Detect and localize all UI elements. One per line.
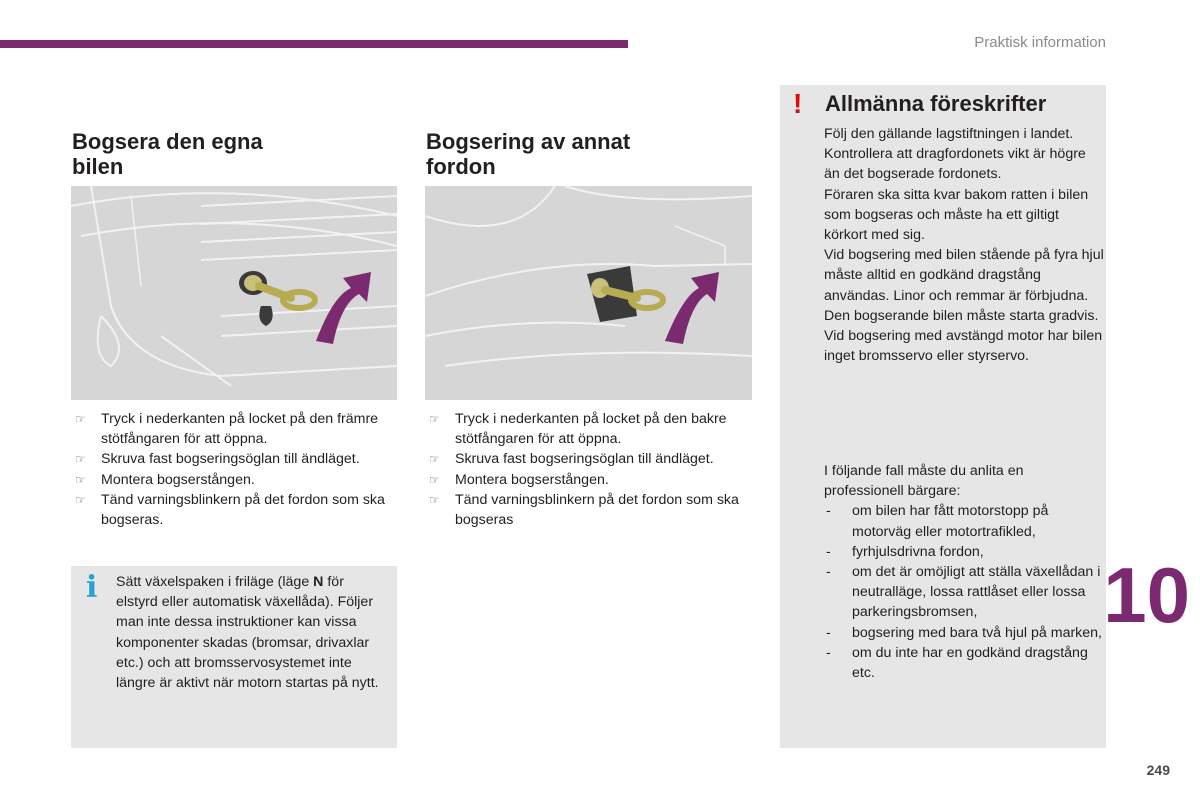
list-item: - fyrhjulsdrivna fordon,	[824, 542, 1104, 562]
professional-tow-intro: I följande fall måste du anlita en professionell bärgare:	[824, 463, 1024, 500]
pointing-hand-icon: ☞	[429, 472, 440, 487]
middle-title-line1: Bogsering av annat	[426, 129, 631, 154]
warning-title: Allmänna föreskrifter	[825, 91, 1047, 116]
dash-marker: -	[826, 644, 831, 661]
middle-title	[426, 129, 630, 179]
list-item: ☞ Tänd varningsblinkern på det fordon som ska bogseras	[429, 491, 739, 529]
list-item: ☞ Skruva fast bogseringsöglan till ändläget.	[426, 449, 752, 469]
warning-paragraph: Föraren ska sitta kvar bakom ratten i bilen som bogseras och måste ha ett giltigt körkort med sig.	[824, 186, 1089, 244]
info-icon: i	[86, 570, 98, 605]
chapter-number: 10	[1103, 551, 1190, 639]
pointing-hand-icon: ☞	[75, 412, 86, 426]
middle-steps-list	[426, 409, 752, 530]
page-number: 249	[1146, 762, 1170, 778]
list-item: ☞ Tryck i nederkanten på locket på den främre stötfångaren för att öppna.	[75, 411, 379, 448]
middle-title-line2: fordon	[426, 154, 496, 179]
pointing-hand-icon: ☞	[75, 452, 86, 467]
warning-paragraph: Vid bogsering med avstängd motor har bilen inget bromsservo eller styrservo.	[824, 328, 1103, 365]
left-title-line1: Bogsera den egna	[72, 129, 263, 154]
list-item: ☞ Montera bogserstången.	[72, 470, 397, 490]
pointing-hand-icon: ☞	[75, 492, 86, 507]
list-item: ☞ Tryck i nederkanten på locket på den bakre stötfångaren för att öppna.	[429, 411, 727, 448]
left-title	[72, 129, 263, 179]
professional-tow-section	[824, 461, 1104, 683]
list-item: - om du inte har en godkänd dragstång etc.	[826, 644, 1088, 682]
front-tow-eye-illustration	[71, 186, 397, 400]
pointing-hand-icon: ☞	[429, 412, 440, 426]
front-bumper-drawing	[71, 186, 397, 400]
warning-paragraph: Kontrollera att dragfordonets vikt är högre än det bogserade fordonets.	[824, 146, 1086, 183]
info-note-box	[71, 566, 397, 748]
dash-marker: -	[826, 564, 831, 581]
list-item: - om det är omöjligt att ställa växellådan i neutralläge, lossa rattlåset eller lossa parkeringsbromsen,	[826, 564, 1101, 621]
section-label: Praktisk information	[974, 34, 1106, 51]
left-steps-list	[72, 409, 397, 530]
info-note-text: Sätt växelspaken i friläge (läge N för elstyrd eller automatisk växellåda). Följer man inte dessa instruktioner kan vissa komponenter skadas (bromsar, drivaxlar etc.) och att bromsservosystemet inte längre är aktivt när motorn startas på nytt.	[116, 574, 379, 692]
dash-marker: -	[826, 503, 831, 520]
list-item: ☞ Skruva fast bogseringsöglan till ändläget.	[72, 449, 397, 469]
pointing-hand-icon: ☞	[429, 452, 440, 467]
warning-rules	[824, 124, 1104, 366]
warning-paragraph: Den bogserande bilen måste starta gradvis.	[824, 307, 1099, 324]
rear-bumper-drawing	[425, 186, 752, 400]
warning-box	[780, 85, 1106, 748]
pointing-hand-icon: ☞	[429, 492, 440, 507]
list-item: - bogsering med bara två hjul på marken,	[824, 623, 1104, 643]
header-accent-bar	[0, 40, 628, 48]
professional-tow-list	[824, 501, 1104, 683]
left-title-line2: bilen	[72, 154, 124, 179]
exclamation-icon: !	[793, 88, 803, 119]
dash-marker: -	[826, 624, 831, 641]
dash-marker: -	[826, 543, 831, 560]
list-item: - om bilen har fått motorstopp på motorväg eller motortrafikled,	[826, 503, 1049, 540]
list-item: ☞ Montera bogserstången.	[426, 470, 752, 490]
rear-tow-eye-illustration	[425, 186, 752, 400]
warning-paragraph: Följ den gällande lagstiftningen i landet.	[824, 126, 1074, 142]
list-item: ☞ Tänd varningsblinkern på det fordon som ska bogseras.	[75, 491, 385, 529]
warning-paragraph: Vid bogsering med bilen stående på fyra hjul måste alltid en godkänd dragstång användas. Linor och remmar är förbjudna.	[824, 247, 1104, 304]
pointing-hand-icon: ☞	[75, 472, 86, 487]
